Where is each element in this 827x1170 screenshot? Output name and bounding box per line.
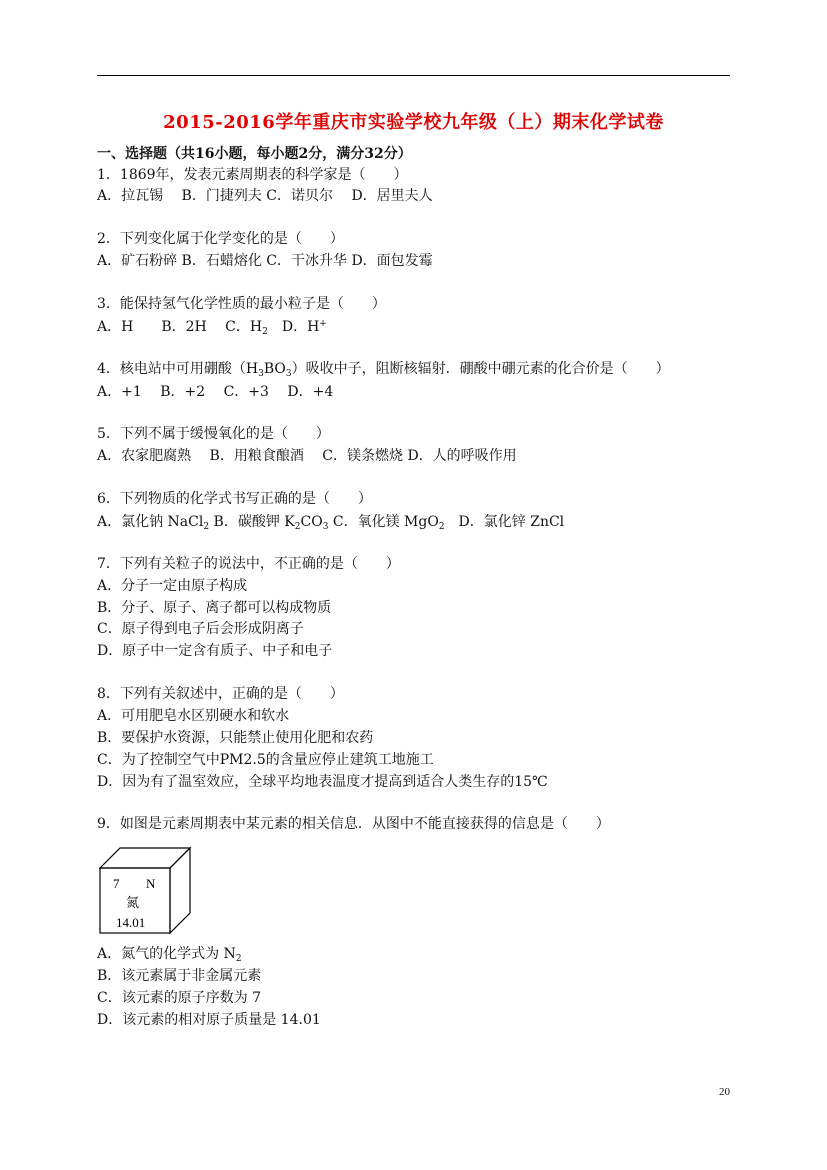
section-heading: 一、选择题（共16小题，每小题2分，满分32分） [97, 146, 412, 162]
question-9-option-a: A．氮气的化学式为 $N_2$ [97, 946, 242, 964]
question-3-options: A．H B．2H C．$H_2$ D．H+ [97, 319, 327, 337]
question-7-option-d: D．原子中一定含有质子、中子和电子 [97, 643, 333, 659]
question-7-option-b: B．分子、原子、离子都可以构成物质 [97, 600, 332, 616]
question-9-option-c: C．该元素的原子序数为 7 [97, 990, 262, 1006]
question-1-stem: 1．1869年，发表元素周期表的科学家是（ ） [97, 167, 408, 183]
question-8-option-a: A．可用肥皂水区别硬水和软水 [97, 708, 290, 724]
question-8-stem: 8．下列有关叙述中，正确的是（ ） [97, 686, 344, 702]
page-title: 2015-2016学年重庆市实验学校九年级（上）期末化学试卷 [163, 112, 664, 133]
question-7-stem: 7．下列有关粒子的说法中，不正确的是（ ） [97, 556, 400, 572]
question-7-option-a: A．分子一定由原子构成 [97, 578, 248, 594]
question-4-options: A．+1 B．+2 C．+3 D．+4 [97, 384, 334, 400]
question-5-options: A．农家肥腐熟 B．用粮食酿酒 C．镁条燃烧 D．人的呼吸作用 [97, 448, 517, 464]
question-5-stem: 5．下列不属于缓慢氧化的是（ ） [97, 426, 330, 442]
question-2-stem: 2．下列变化属于化学变化的是（ ） [97, 231, 344, 247]
element-tile-figure [99, 846, 194, 936]
question-6-options: A．氯化钠 NaCl$_2$ B．碳酸钾 $K_2CO_3$ C．氧化镁 MgO$_2$ D．氯化锌 ZnCl [97, 514, 565, 532]
question-8-option-b: B．要保护水资源，只能禁止使用化肥和农药 [97, 730, 374, 746]
header-rule [97, 75, 730, 76]
element-atomic-mass: 14.01 [116, 915, 146, 930]
question-1-options: A．拉瓦锡 B．门捷列夫 C．诺贝尔 D．居里夫人 [97, 188, 433, 204]
question-3-stem: 3．能保持氢气化学性质的最小粒子是（ ） [97, 296, 386, 312]
question-8-option-d: D．因为有了温室效应，全球平均地表温度才提高到适合人类生存的15℃ [97, 774, 548, 790]
question-8-option-c: C．为了控制空气中PM2.5的含量应停止建筑工地施工 [97, 752, 434, 768]
element-name: 氮 [126, 895, 140, 910]
question-9-option-b: B．该元素属于非金属元素 [97, 968, 262, 984]
element-symbol: N [146, 876, 156, 891]
question-7-option-c: C．原子得到电子后会形成阴离子 [97, 621, 304, 637]
element-atomic-number: 7 [113, 876, 120, 891]
question-9-option-d: D．该元素的相对原子质量是 14.01 [97, 1012, 321, 1028]
question-9-stem: 9．如图是元素周期表中某元素的相关信息．从图中不能直接获得的信息是（ ） [97, 816, 610, 832]
question-4-stem: 4．核电站中可用硼酸$(H_3BO_3)$吸收中子，阻断核辐射．硼酸中硼元素的化合价是（ ） [97, 361, 670, 379]
question-6-stem: 6．下列物质的化学式书写正确的是（ ） [97, 491, 372, 507]
question-2-options: A．矿石粉碎 B．石蜡熔化 C．干冰升华 D．面包发霉 [97, 253, 433, 269]
page-number: 20 [719, 1086, 730, 1098]
